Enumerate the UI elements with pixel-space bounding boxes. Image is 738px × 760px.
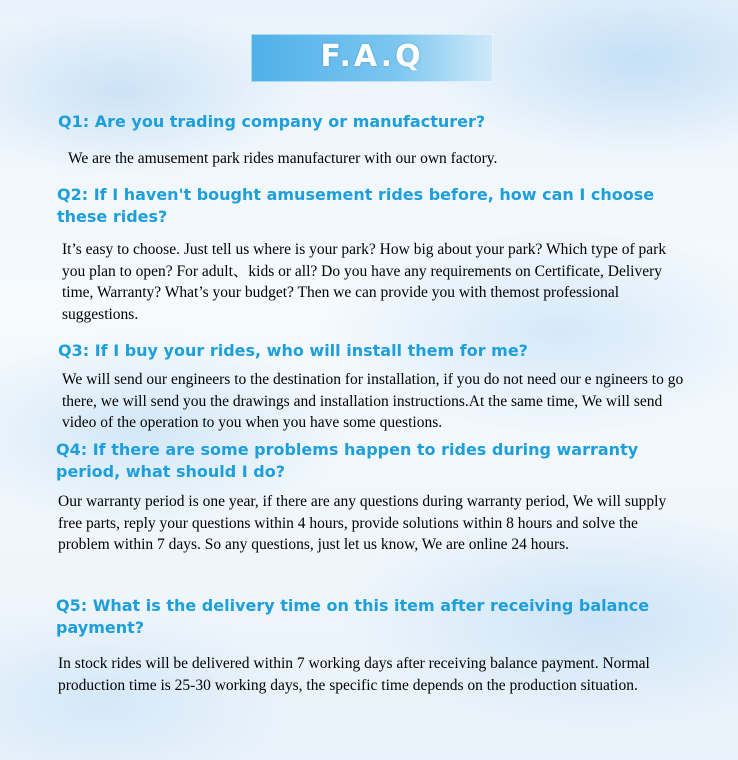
faq-question-2: Q2: If I haven't bought amusement rides before, how can I choose these rides?	[57, 185, 655, 226]
faq-question-1: Q1: Are you trading company or manufacturer?	[58, 112, 486, 131]
faq-question-3: Q3: If I buy your rides, who will install them for me?	[58, 341, 528, 360]
faq-question-5: Q5: What is the delivery time on this item after receiving balance payment?	[56, 596, 650, 637]
faq-question-4: Q4: If there are some problems happen to rides during warranty period, what should I do?	[56, 440, 639, 481]
faq-banner	[251, 34, 493, 82]
faq-answer-2: It’s easy to choose. Just tell us where is your park? How big about your park? Which type of park you plan to open? For adult、kids or all? Do you have any requirements on Certificate, Delivery time, Warranty? What’s your budget? Then we can provide you with themost professional suggestions.	[62, 241, 667, 323]
faq-answer-1: We are the amusement park rides manufacturer with our own factory.	[68, 150, 498, 167]
faq-answer-3: We will send our engineers to the destination for installation, if you do not need our e ngineers to go there, we will send you the drawings and installation instructions.At the same time, We will send video of the operation to you when you have some questions.	[62, 371, 684, 431]
faq-answer-5: In stock rides will be delivered within 7 working days after receiving balance payment. Normal production time is 25-30 working days, the specific time depends on the production situation.	[58, 655, 650, 694]
page-title: F.A.Q	[320, 39, 424, 74]
faq-answer-4: Our warranty period is one year, if there are any questions during warranty period, We will supply free parts, reply your questions within 4 hours, provide solutions within 8 hours and solve the problem within 7 days. So any questions, just let us know, We are online 24 hours.	[58, 493, 667, 553]
